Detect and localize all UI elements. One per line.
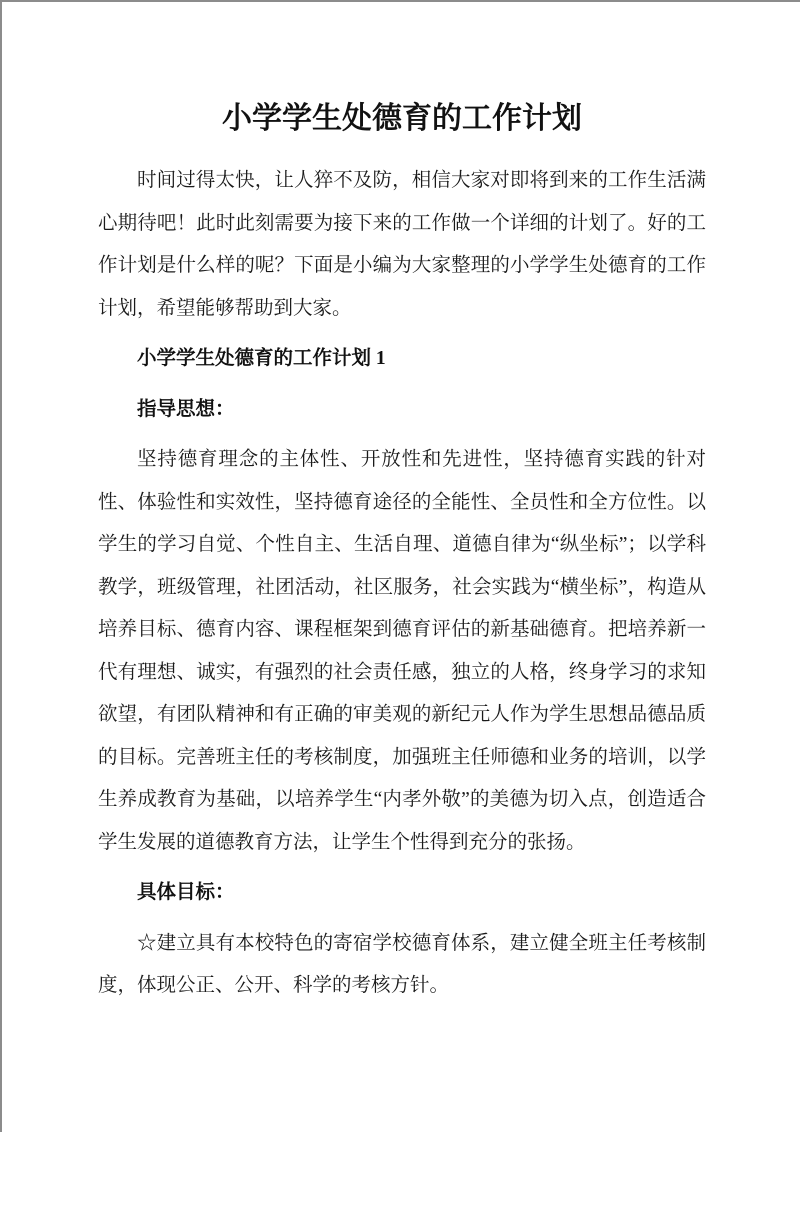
guiding-ideology-paragraph: 坚持德育理念的主体性、开放性和先进性，坚持德育实践的针对性、体验性和实效性，坚持德育途径的全能性、全员性和全方位性。以学生的学习自觉、个性自主、生活自理、道德自律为“纵坐标”；以学科教学，班级管理，社团活动，社区服务，社会实践为“横坐标”，构造从培养目标、德育内容、课程框架到德育评估的新基础德育。把培养新一代有理想、诚实，有强烈的社会责任感，独立的人格，终身学习的求知欲望，有团队精神和有正确的审美观的新纪元人作为学生思想品德品质的目标。完善班主任的考核制度，加强班主任师德和业务的培训，以学生养成教育为基础，以培养学生“内孝外敬”的美德为切入点，创造适合学生发展的道德教育方法，让学生个性得到充分的张扬。 (98, 449, 706, 853)
document-title: 小学学生处德育的工作计划 (222, 102, 582, 135)
intro-paragraph: 时间过得太快，让人猝不及防，相信大家对即将到来的工作生活满心期待吧！此时此刻需要为接下来的工作做一个详细的计划了。好的工作计划是什么样的呢？下面是小编为大家整理的小学学生处德育的工作计划，希望能够帮助到大家。 (98, 170, 706, 319)
subheading-guiding-ideology: 指导思想： (137, 398, 235, 420)
section-heading-plan-1: 小学学生处德育的工作计划 1 (137, 348, 386, 369)
document-content (2, 97, 800, 1227)
specific-goals-paragraph: ☆建立具有本校特色的寄宿学校德育体系，建立健全班主任考核制度，体现公正、公开、科学的考核方针。 (98, 932, 706, 996)
subheading-specific-goals: 具体目标： (137, 882, 235, 903)
